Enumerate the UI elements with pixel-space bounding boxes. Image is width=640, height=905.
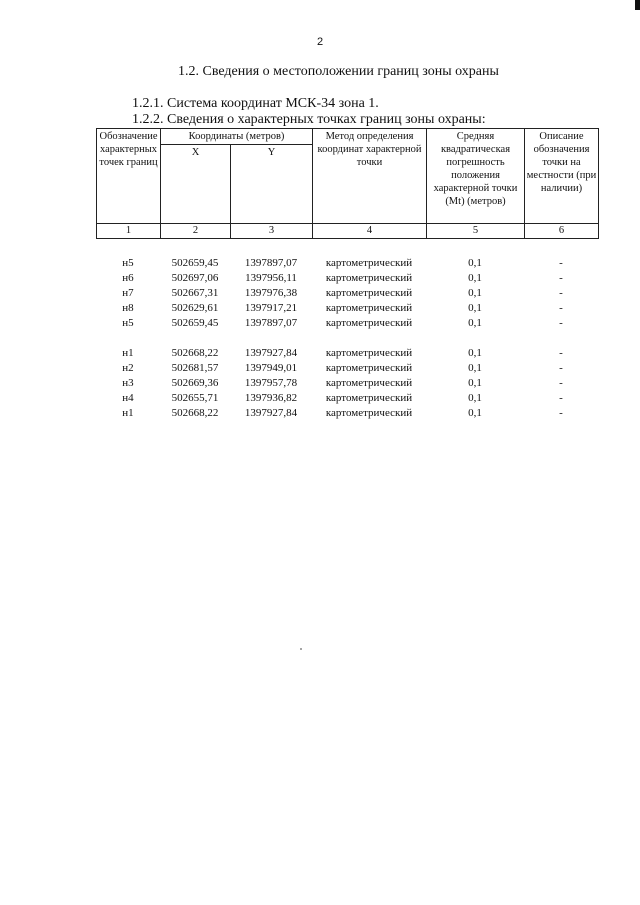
mean-error: 0,1	[468, 347, 482, 359]
point-id: н2	[122, 362, 134, 374]
point-id: н5	[122, 317, 134, 329]
coord-x: 502667,31	[171, 287, 219, 299]
column-number: 2	[161, 224, 231, 239]
column-number: 6	[525, 224, 599, 239]
point-id: н5	[122, 257, 134, 269]
coord-y: 1397927,84	[244, 407, 298, 419]
table-row	[96, 257, 598, 272]
description: -	[559, 377, 563, 389]
description: -	[559, 317, 563, 329]
table-row	[96, 407, 598, 422]
points-table-header	[96, 128, 599, 239]
mean-error: 0,1	[468, 272, 482, 284]
description: -	[559, 362, 563, 374]
table-row	[96, 392, 598, 407]
point-id: н7	[122, 287, 134, 299]
description: -	[559, 392, 563, 404]
mean-error: 0,1	[468, 317, 482, 329]
method: картометрический	[325, 257, 413, 269]
coord-x: 502668,22	[171, 347, 219, 359]
description: -	[559, 272, 563, 284]
table-row	[96, 362, 598, 377]
header-coordinates: Координаты (метров)	[161, 129, 313, 145]
point-id: н3	[122, 377, 134, 389]
coord-x: 502659,45	[171, 317, 219, 329]
coord-x: 502681,57	[171, 362, 219, 374]
header-x: X	[161, 145, 231, 224]
point-id: н8	[122, 302, 134, 314]
coord-y: 1397976,38	[244, 287, 298, 299]
description: -	[559, 407, 563, 419]
coord-y: 1397917,21	[244, 302, 298, 314]
coord-x: 502697,06	[171, 272, 219, 284]
table-row	[96, 272, 598, 287]
coord-x: 502669,36	[171, 377, 219, 389]
column-number: 4	[313, 224, 427, 239]
coord-x: 502659,45	[171, 257, 219, 269]
column-number: 5	[427, 224, 525, 239]
coord-y: 1397927,84	[244, 347, 298, 359]
method: картометрический	[325, 287, 413, 299]
subsection-characteristic-points: 1.2.2. Сведения о характерных точках границ зоны охраны:	[132, 112, 486, 127]
method: картометрический	[325, 407, 413, 419]
coord-x: 502668,22	[171, 407, 219, 419]
column-number: 1	[97, 224, 161, 239]
page-number: 2	[316, 36, 324, 48]
mean-error: 0,1	[468, 362, 482, 374]
subsection-coordinate-system: 1.2.1. Система координат МСК-34 зона 1.	[132, 96, 379, 111]
header-point-designation: Обозначение характерных точек границ	[97, 129, 161, 224]
header-method: Метод определения координат характерной точки	[313, 129, 427, 224]
description: -	[559, 287, 563, 299]
coord-x: 502655,71	[171, 392, 219, 404]
mean-error: 0,1	[468, 407, 482, 419]
column-number: 3	[231, 224, 313, 239]
point-id: н6	[122, 272, 134, 284]
point-id: н1	[122, 347, 134, 359]
coord-y: 1397957,78	[244, 377, 298, 389]
method: картометрический	[325, 392, 413, 404]
method: картометрический	[325, 317, 413, 329]
header-description: Описание обозначения точки на местности (при наличии)	[525, 129, 599, 224]
coord-y: 1397936,82	[244, 392, 298, 404]
table-row	[96, 347, 598, 362]
mean-error: 0,1	[468, 257, 482, 269]
description: -	[559, 257, 563, 269]
description: -	[559, 302, 563, 314]
coord-y: 1397956,11	[245, 272, 297, 284]
point-id: н4	[122, 392, 134, 404]
section-title: 1.2. Сведения о местоположении границ зоны охраны	[178, 64, 499, 79]
scan-speck	[300, 648, 302, 650]
mean-error: 0,1	[468, 302, 482, 314]
method: картометрический	[325, 362, 413, 374]
method: картометрический	[325, 377, 413, 389]
coord-y: 1397897,07	[244, 257, 298, 269]
coord-y: 1397897,07	[244, 317, 298, 329]
mean-error: 0,1	[468, 392, 482, 404]
description: -	[559, 347, 563, 359]
header-y: Y	[231, 145, 313, 224]
method: картометрический	[325, 272, 413, 284]
header-mean-error: Средняя квадратическая погрешность положения характерной точки (Мt) (метров)	[427, 129, 525, 224]
point-id: н1	[122, 407, 134, 419]
table-row	[96, 302, 598, 317]
scan-corner-mark	[635, 0, 640, 10]
coord-x: 502629,61	[171, 302, 219, 314]
mean-error: 0,1	[468, 287, 482, 299]
method: картометрический	[325, 347, 413, 359]
table-row	[96, 377, 598, 392]
coord-y: 1397949,01	[244, 362, 298, 374]
table-row	[96, 287, 598, 302]
table-row	[96, 317, 598, 332]
method: картометрический	[325, 302, 413, 314]
mean-error: 0,1	[468, 377, 482, 389]
